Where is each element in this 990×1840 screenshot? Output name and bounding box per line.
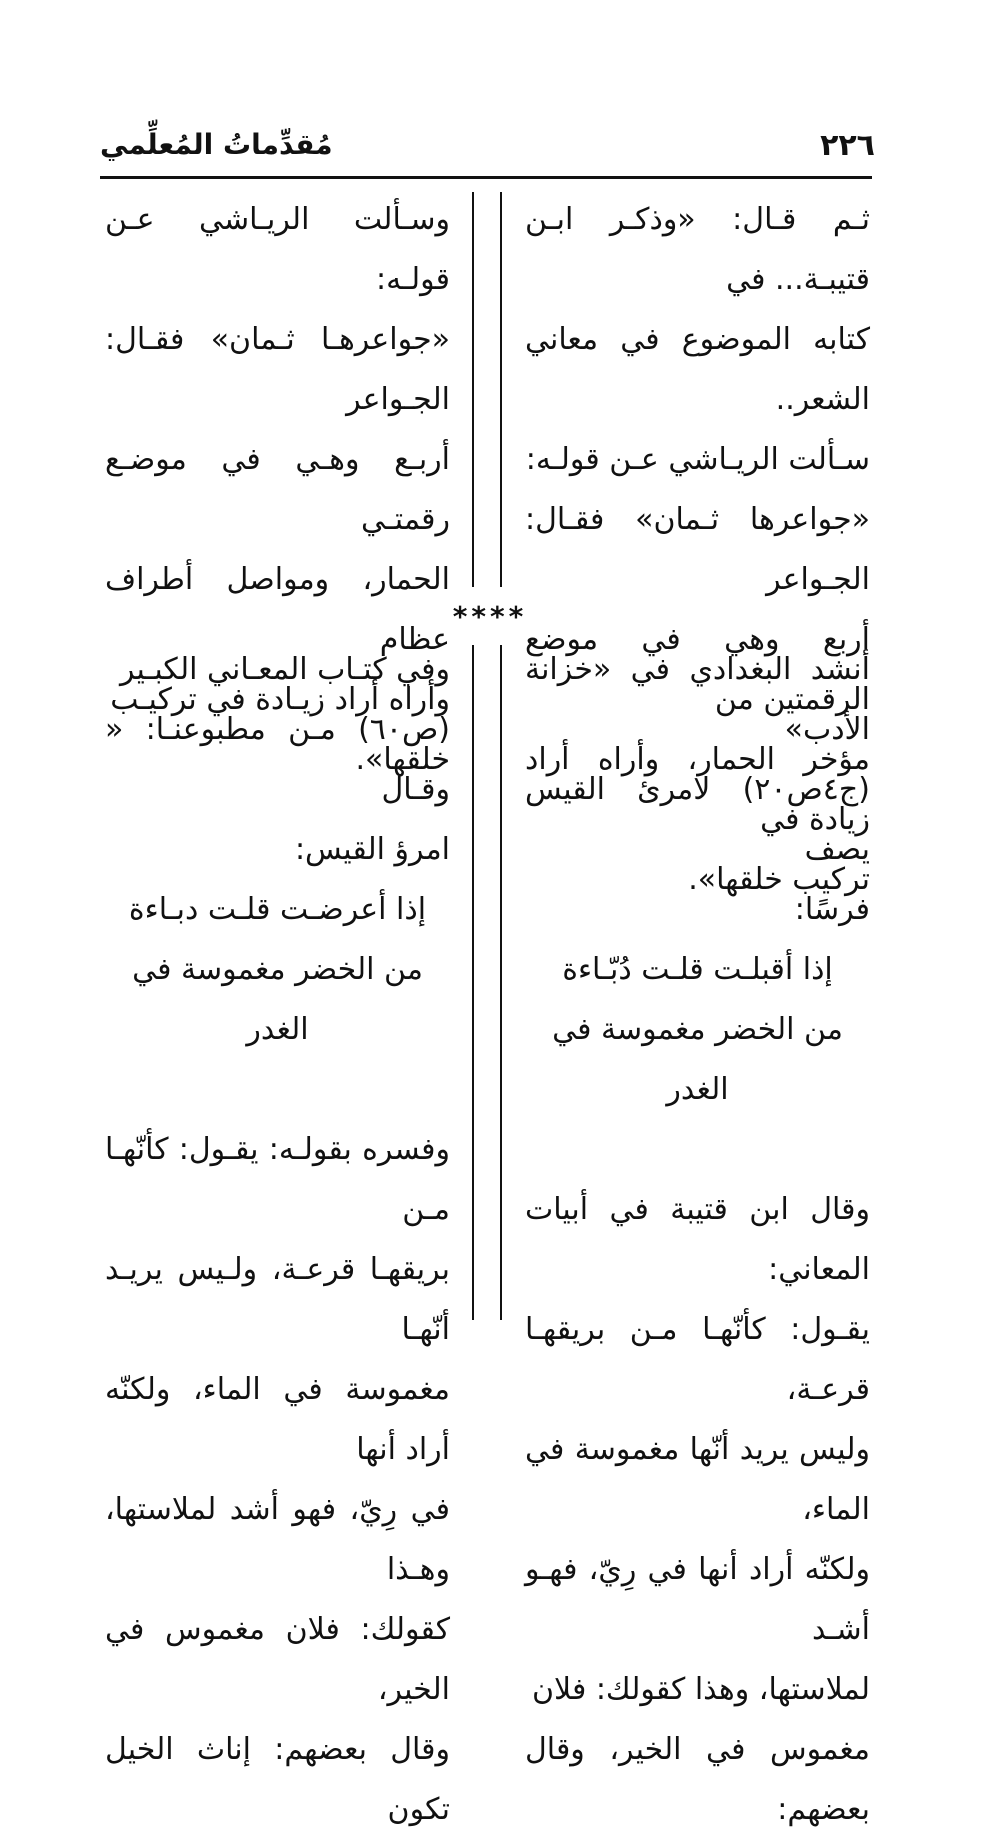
verse-line: من الخضر مغموسة في الغدر <box>132 952 423 1047</box>
text-line: كقولك: فلان مغموس في الخير، <box>105 1612 450 1707</box>
text-line: ثـم قـال: «وذكـر ابـن قتيبـة... في <box>525 202 870 297</box>
page-number: ٢٢٦ <box>820 128 875 163</box>
text-line: أنشد البغدادي في «خزانة الأدب» <box>525 652 870 747</box>
text-line: خلقها». <box>355 742 450 777</box>
column-divider <box>472 645 474 1320</box>
text-line: وقال بعضهم: إناث الخيل تكون <box>105 1732 450 1827</box>
blank-line <box>105 1060 450 1120</box>
column-divider <box>500 192 502 587</box>
text-line: تركيب خلقها». <box>688 862 870 897</box>
section2-left-column <box>105 640 450 1840</box>
text-line: امرؤ القيس: <box>294 832 450 867</box>
text-line: (ج٤ص٢٠) لامرئ القيس يصف <box>525 772 870 867</box>
text-line: الحمار، ومواصل أطراف عظام <box>105 562 450 657</box>
text-line: في رِيّ، فهو أشد لملاستها، وهـذا <box>105 1492 450 1587</box>
text-line: مؤخر الحمار، وأراه أراد زيادة في <box>525 742 870 837</box>
text-line: سـألت الريـاشي عـن قولـه: <box>525 442 870 477</box>
text-line: وفي كتـاب المعـاني الكبـير <box>119 652 450 687</box>
text-line: يقـول: كأنّهـا مـن بريقهـا قرعـة، <box>525 1312 870 1407</box>
text-line: أربع وهي في موضع الرقمتين من <box>525 622 870 717</box>
text-line: (ص٦٠) مـن مطبوعنـا: « وقـال <box>105 712 450 807</box>
text-line: وفسره بقولـه: يقـول: كأنّهـا مـن <box>105 1132 450 1227</box>
text-line: كتابه الموضوع في معاني الشعر.. <box>525 322 870 417</box>
column-divider <box>472 192 474 587</box>
text-line: ولكنّه أراد أنها في رِيّ، فهـو أشـد <box>525 1552 870 1647</box>
text-line: لملاستها، وهذا كقولك: فلان <box>532 1672 870 1707</box>
text-line: «جواعرها ثـمان» فقـال: الجـواعر <box>525 502 870 597</box>
verse-line: إذا أقبلـت قلـت دُبّـاءة <box>562 952 833 987</box>
text-line: مغموس في الخير، وقال بعضهم: <box>525 1732 870 1827</box>
text-line: وليس يريد أنّها مغموسة في الماء، <box>525 1432 870 1527</box>
verse-line: إذا أعرضـت قلـت دبـاءة <box>128 892 427 927</box>
running-title: مُقدِّماتُ المُعلِّمي <box>100 128 333 161</box>
header-rule <box>100 176 872 179</box>
text-line: وقال ابن قتيبة في أبيات المعاني: <box>525 1192 870 1287</box>
text-line: أربـع وهـي في موضـع رقمتـي <box>105 442 450 537</box>
text-line: فرسًا: <box>794 892 870 927</box>
verse-line: من الخضر مغموسة في الغدر <box>552 1012 843 1107</box>
column-divider <box>500 645 502 1320</box>
text-line: بريقهـا قرعـة، ولـيس يريـد أنّهـا <box>105 1252 450 1347</box>
text-line: مغموسة في الماء، ولكنّه أراد أنها <box>105 1372 450 1467</box>
section2-right-column <box>525 640 870 1840</box>
text-line: وسـألت الريـاشي عـن قولـه: <box>105 202 450 297</box>
blank-line <box>525 1120 870 1180</box>
section-separator: **** <box>452 600 528 633</box>
text-line: وأراه أراد زيـادة في تركيـب <box>110 682 450 717</box>
text-line: «جواعرهـا ثـمان» فقـال: الجـواعر <box>105 322 450 417</box>
